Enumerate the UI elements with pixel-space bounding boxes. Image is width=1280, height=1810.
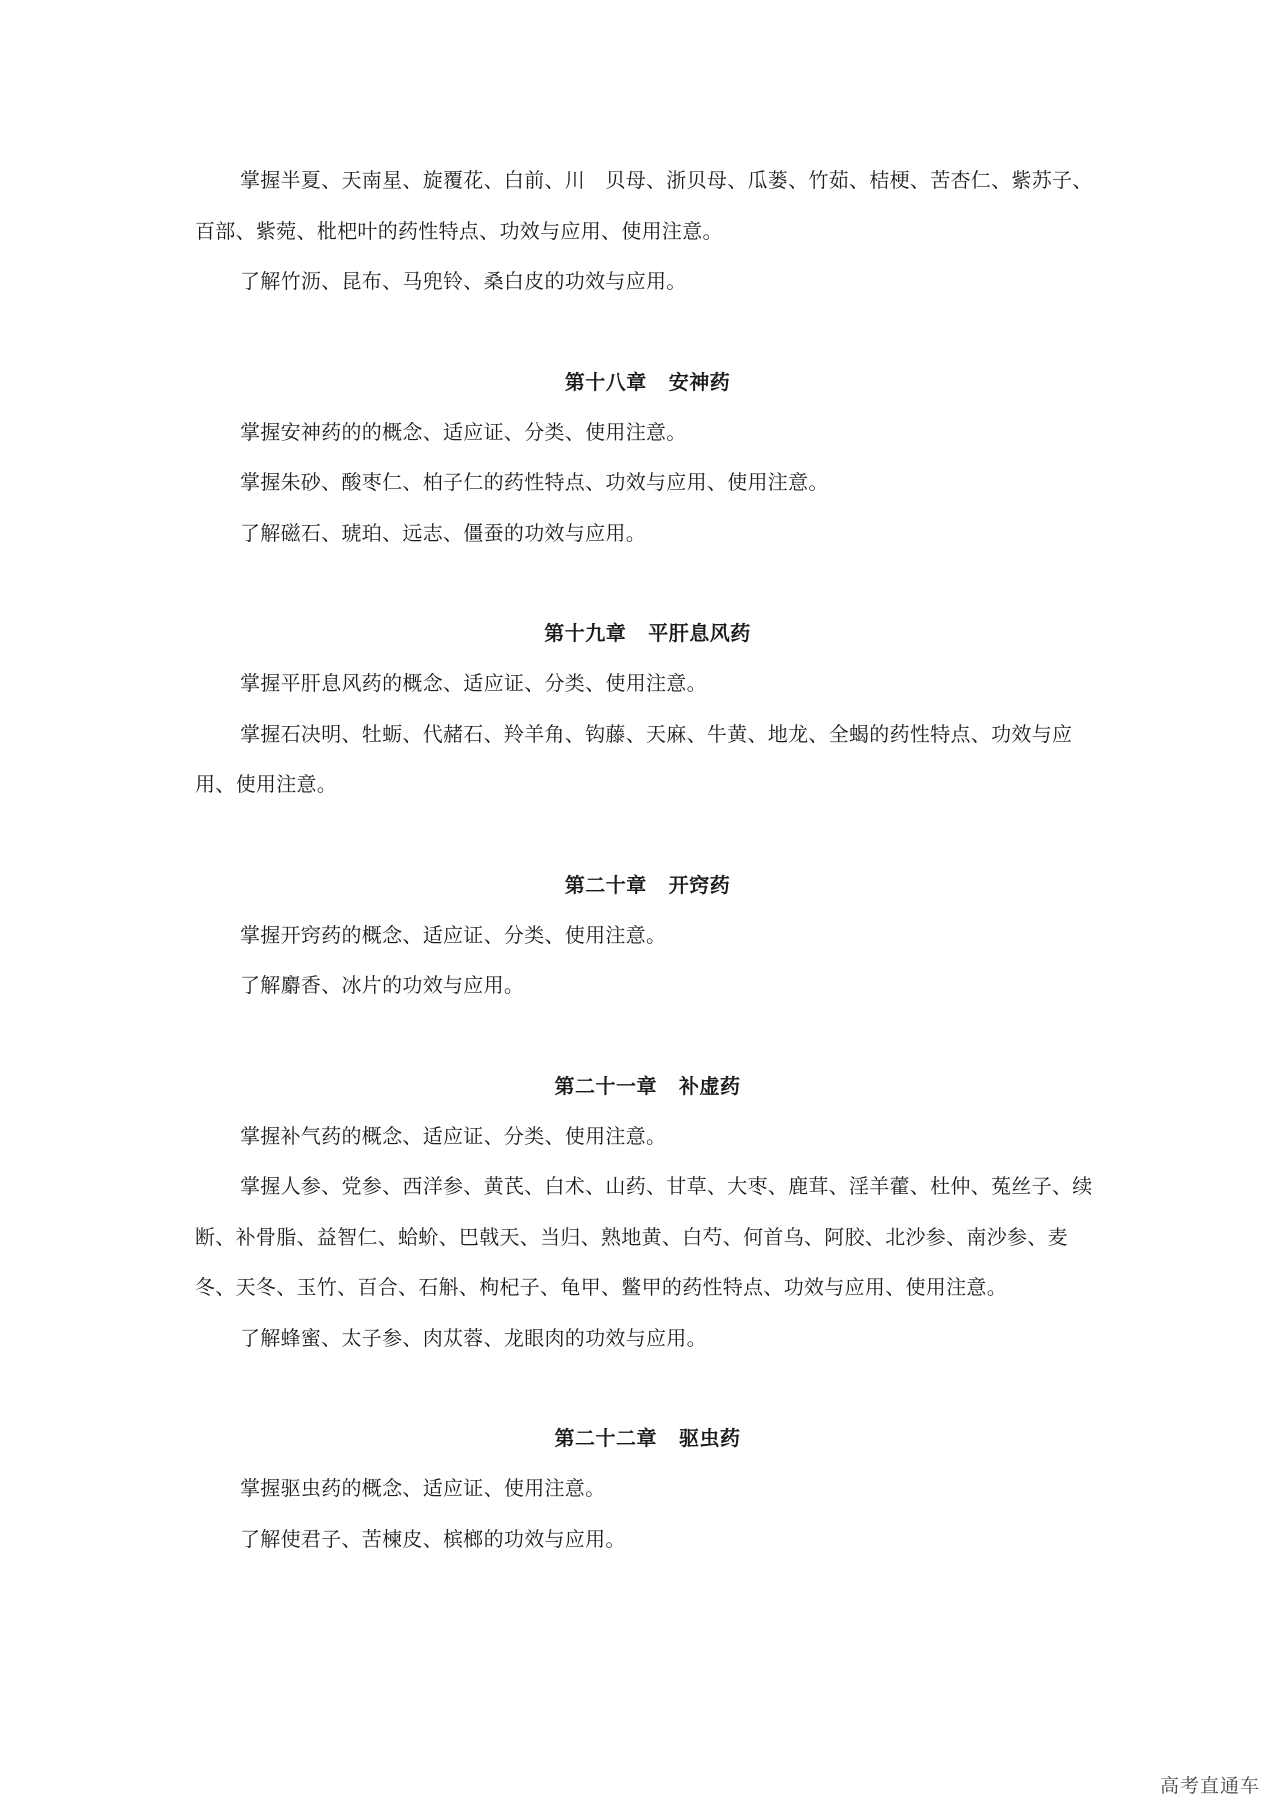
paragraph: 掌握朱砂、酸枣仁、柏子仁的药性特点、功效与应用、使用注意。: [240, 470, 829, 494]
chapter-name: 补虚药: [679, 1073, 741, 1098]
paragraph: 了解竹沥、昆布、马兜铃、桑白皮的功效与应用。: [240, 269, 687, 293]
chapter-number: 第二十一章: [554, 1073, 657, 1098]
document-body: [195, 155, 1100, 1564]
paragraph: 掌握平肝息风药的概念、适应证、分类、使用注意。: [240, 671, 707, 695]
paragraph: 了解使君子、苦楝皮、槟榔的功效与应用。: [240, 1526, 626, 1551]
chapter-title: [195, 1061, 1100, 1111]
chapter-name: 平肝息风药: [648, 621, 751, 645]
chapter-22: [195, 1413, 1100, 1564]
chapter-20: [195, 860, 1100, 1011]
paragraph: 掌握开窍药的概念、适应证、分类、使用注意。: [240, 922, 667, 947]
watermark: 高考直通车: [1159, 1775, 1260, 1797]
paragraph: 掌握半夏、天南星、旋覆花、白前、川 贝母、浙贝母、瓜蒌、竹茹、桔梗、苦杏仁、紫苏子、百部、紫菀、枇杷叶的药性特点、功效与应用、使用注意。: [195, 168, 1093, 243]
chapter-number: 第二十章: [564, 872, 647, 897]
chapter-18: [195, 357, 1100, 559]
paragraph: 掌握石决明、牡蛎、代赭石、羚羊角、钩藤、天麻、牛黄、地龙、全蝎的药性特点、功效与应用、使用注意。: [195, 721, 1073, 796]
paragraph: 了解蜂蜜、太子参、肉苁蓉、龙眼肉的功效与应用。: [240, 1325, 707, 1350]
chapter-number: 第二十二章: [554, 1426, 657, 1450]
chapter-name: 安神药: [668, 369, 731, 394]
chapter-name: 驱虫药: [679, 1426, 741, 1450]
intro-section: [195, 155, 1100, 307]
chapter-name: 开窍药: [668, 872, 731, 897]
chapter-number: 第十八章: [564, 369, 647, 394]
chapter-title: [195, 357, 1100, 407]
chapter-number: 第十九章: [544, 621, 627, 645]
paragraph: 掌握驱虫药的概念、适应证、使用注意。: [240, 1476, 606, 1500]
paragraph: 掌握补气药的概念、适应证、分类、使用注意。: [240, 1123, 667, 1148]
chapter-title: [195, 1413, 1100, 1463]
chapter-19: [195, 608, 1100, 810]
paragraph: 掌握安神药的的概念、适应证、分类、使用注意。: [240, 419, 687, 444]
chapter-title: [195, 860, 1100, 910]
chapter-title: [195, 608, 1100, 658]
chapter-21: [195, 1061, 1100, 1364]
paragraph: 掌握人参、党参、西洋参、黄芪、白术、山药、甘草、大枣、鹿茸、淫羊藿、杜仲、菟丝子、续断、补骨脂、益智仁、蛤蚧、巴戟天、当归、熟地黄、白芍、何首乌、阿胶、北沙参、南沙参、麦冬、天冬、玉竹、百合、石斛、枸杞子、龟甲、鳖甲的药性特点、功效与应用、使用注意。: [195, 1174, 1093, 1299]
paragraph: 了解麝香、冰片的功效与应用。: [240, 973, 525, 997]
paragraph: 了解磁石、琥珀、远志、僵蚕的功效与应用。: [240, 520, 646, 545]
